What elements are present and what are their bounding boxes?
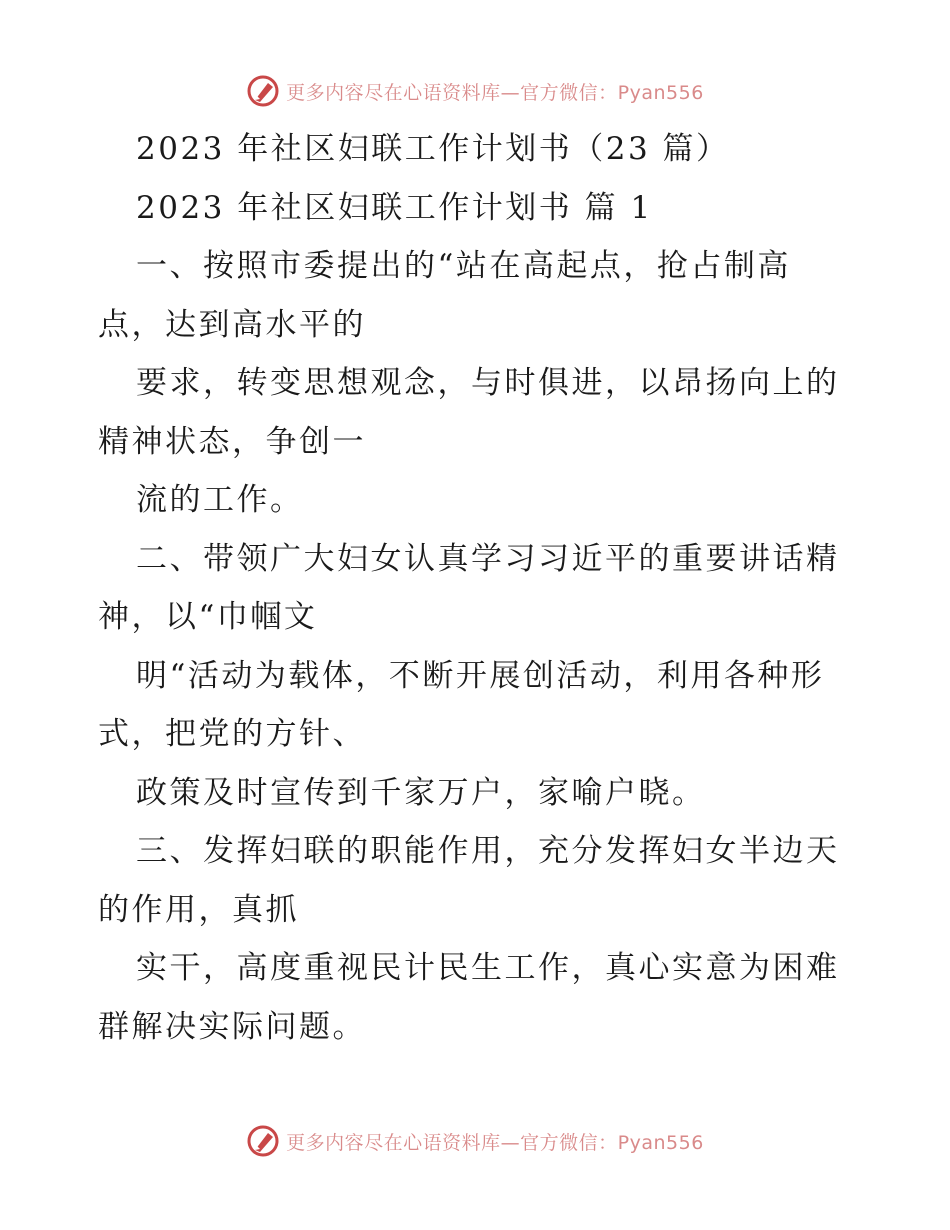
text-line: 神，以“巾帼文 — [98, 599, 318, 635]
footer-watermark — [0, 1121, 950, 1161]
section-heading: 2023 年社区妇联工作计划书 篇 1 — [136, 189, 653, 226]
text-line: 流的工作。 — [136, 482, 304, 518]
text-line: 点，达到高水平的 — [98, 306, 366, 343]
text-line: 三、发挥妇联的职能作用，充分发挥妇女半边天 — [136, 833, 840, 869]
text-line: 二、带领广大妇女认真学习习近平的重要讲话精 — [136, 540, 840, 577]
header-watermark — [0, 71, 950, 111]
text-line: 实干，高度重视民计民生工作，真心实意为困难 — [136, 950, 840, 986]
text-line: 式，把党的方针、 — [98, 716, 366, 752]
pen-logo-icon — [246, 74, 280, 108]
text-line: 一、按照市委提出的“站在高起点，抢占制高 — [136, 248, 791, 284]
watermark-text: 更多内容尽在心语资料库—官方微信：Pyan556 — [286, 1131, 704, 1154]
document-body — [98, 120, 858, 1056]
document-title: 2023 年社区妇联工作计划书（23 篇） — [136, 131, 730, 167]
text-line: 精神状态，争创一 — [98, 423, 366, 460]
text-line: 政策及时宣传到千家万户，家喻户晓。 — [136, 774, 706, 811]
watermark-text: 更多内容尽在心语资料库—官方微信：Pyan556 — [286, 81, 704, 104]
text-line: 明“活动为载体，不断开展创活动，利用各种形 — [136, 657, 825, 694]
text-line: 的作用，真抓 — [98, 891, 299, 928]
text-line: 群解决实际问题。 — [98, 1008, 366, 1045]
text-line: 要求，转变思想观念，与时俱进，以昂扬向上的 — [136, 365, 840, 401]
pen-logo-icon — [246, 1124, 280, 1158]
